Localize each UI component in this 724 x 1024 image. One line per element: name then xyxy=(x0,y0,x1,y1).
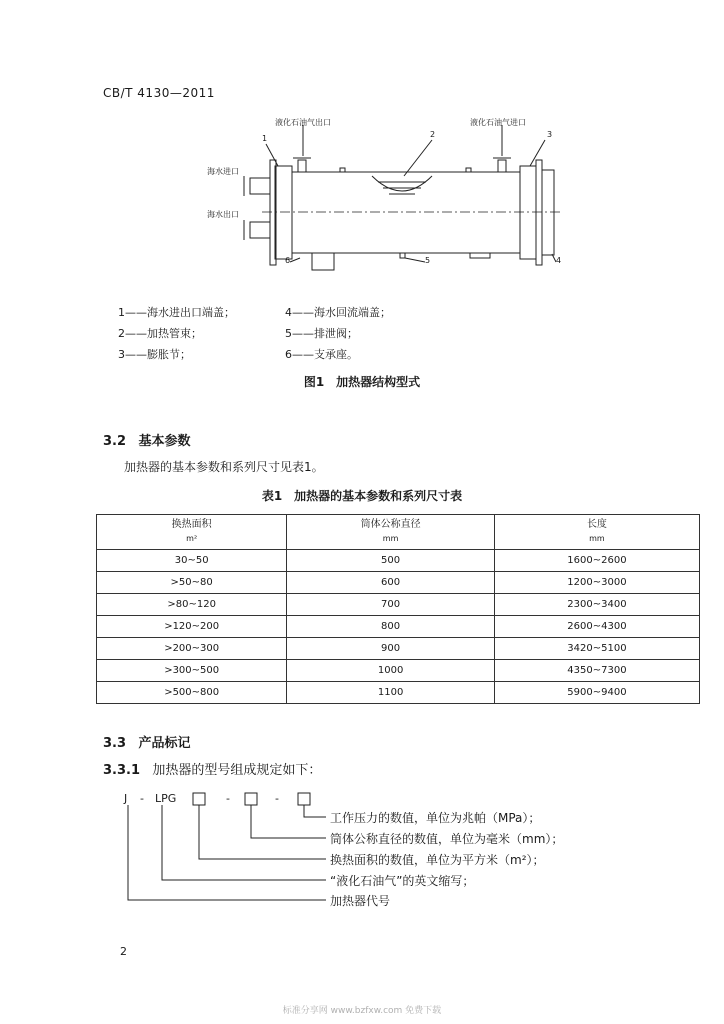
legend-item: 1——海水进出口端盖； xyxy=(118,306,235,319)
part-number: 5 xyxy=(425,256,431,265)
section-title: 基本参数 xyxy=(138,434,191,449)
column-header: 换热面积 m² xyxy=(97,515,287,550)
section-number: 3.3 xyxy=(103,736,127,751)
legend-item: 3——膨胀节； xyxy=(118,348,191,361)
pressure-box xyxy=(298,793,310,805)
diameter-box xyxy=(245,793,257,805)
code-description: 工作压力的数值，单位为兆帕（MPa）； xyxy=(330,811,541,825)
lpg-outlet-label: 液化石油气出口 xyxy=(275,118,331,127)
section-title: 产品标记 xyxy=(138,736,191,751)
column-header: 筒体公称直径 mm xyxy=(287,515,495,550)
legend-item: 4——海水回流端盖； xyxy=(285,306,391,319)
table-row: >120~200 800 2600~4300 xyxy=(97,616,700,638)
code-description: 加热器代号 xyxy=(330,894,391,908)
section-number: 3.2 xyxy=(103,434,127,449)
figure-caption: 图1 加热器结构型式 xyxy=(303,375,421,389)
seawater-outlet-label: 海水出口 xyxy=(207,210,239,219)
leader-lpg xyxy=(162,805,326,880)
table-row: >80~120 700 2300~3400 xyxy=(97,594,700,616)
page-number: 2 xyxy=(120,945,127,958)
leader-j xyxy=(128,805,326,900)
footer-watermark: 标准分享网 www.bzfxw.com 免费下载 xyxy=(282,1006,442,1016)
paragraph: 加热器的型号组成规定如下： xyxy=(152,763,322,778)
column-header: 长度 mm xyxy=(494,515,699,550)
lpg-inlet-label: 液化石油气进口 xyxy=(470,118,526,127)
seawater-inlet-label: 海水进口 xyxy=(207,167,239,176)
table-row: >50~80 600 1200~3000 xyxy=(97,572,700,594)
part-number: 2 xyxy=(430,130,436,139)
table-row: >500~800 1100 5900~9400 xyxy=(97,682,700,704)
part-number: 3 xyxy=(547,130,553,139)
area-box xyxy=(193,793,205,805)
code-dash: - xyxy=(226,792,230,805)
table-row: >200~300 900 3420~5100 xyxy=(97,638,700,660)
code-lpg: LPG xyxy=(155,792,177,805)
legend-item: 2——加热管束； xyxy=(118,327,202,340)
leader-area xyxy=(199,805,326,859)
code-description: 筒体公称直径的数值，单位为毫米（mm）； xyxy=(330,832,564,846)
legend-item: 6——支承座。 xyxy=(285,348,358,361)
table-caption: 表1 加热器的基本参数和系列尺寸表 xyxy=(261,489,463,503)
code-letter-j: J xyxy=(124,792,128,805)
table-row: 30~50 500 1600~2600 xyxy=(97,550,700,572)
code-dash: - xyxy=(140,792,144,805)
legend-item: 5——排泄阀； xyxy=(285,327,358,340)
leader-pressure xyxy=(304,805,326,817)
paragraph: 加热器的基本参数和系列尺寸见表1。 xyxy=(124,460,324,474)
leader-diameter xyxy=(251,805,326,838)
table-row: >300~500 1000 4350~7300 xyxy=(97,660,700,682)
code-dash: - xyxy=(275,792,279,805)
section-number: 3.3.1 xyxy=(103,763,141,778)
code-description: 换热面积的数值，单位为平方米（m²）； xyxy=(330,853,545,867)
part-number: 1 xyxy=(262,134,268,143)
part-number: 6 xyxy=(285,256,291,265)
part-number: 4 xyxy=(556,256,562,265)
standard-code: CB/T 4130—2011 xyxy=(103,86,215,100)
code-description: “液化石油气”的英文缩写； xyxy=(330,874,475,888)
